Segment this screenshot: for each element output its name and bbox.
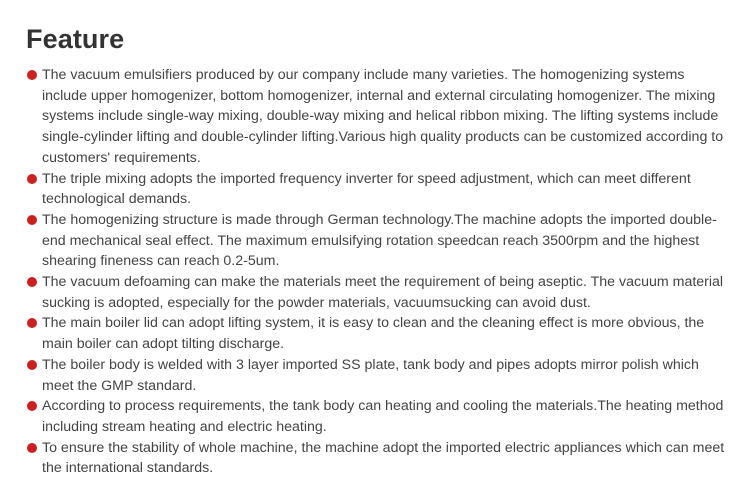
bullet-dot-icon bbox=[27, 443, 37, 453]
feature-text: The homogenizing structure is made through German technology.The machine adopts the imported double-end mechanical seal effect. The maximum emulsifying rotation speedcan reach 3500rpm and the highest shearing fineness can reach 0.2-5um. bbox=[42, 211, 717, 270]
bullet-dot-icon bbox=[27, 318, 37, 328]
feature-text: The triple mixing adopts the imported frequency inverter for speed adjustment, which can meet different technological demands. bbox=[42, 170, 691, 208]
bullet-dot-icon bbox=[27, 174, 37, 184]
feature-item bbox=[26, 65, 726, 169]
feature-text: The vacuum emulsifiers produced by our company include many varieties. The homogenizing systems include upper homogenizer, bottom homogenizer, internal and external circulating homogenizer. The mixing systems include single-way mixing, double-way mixing and helical ribbon mixing. The lifting systems include single-cylinder lifting and double-cylinder lifting.Various high quality products can be customized according to customers' requirements. bbox=[42, 67, 724, 166]
feature-text: According to process requirements, the tank body can heating and cooling the materials.The heating method including stream heating and electric heating. bbox=[42, 398, 724, 435]
feature-text: The main boiler lid can adopt lifting system, it is easy to clean and the cleaning effect is more obvious, the main boiler can adopt tilting discharge. bbox=[42, 315, 705, 353]
bullet-dot-icon bbox=[27, 215, 37, 225]
feature-text: The vacuum defoaming can make the materials meet the requirement of being aseptic. The vacuum material sucking is adopted, especially for the powder materials, vacuumsucking can avoid dust. bbox=[42, 274, 724, 311]
feature-item bbox=[26, 169, 726, 210]
feature-item bbox=[26, 313, 726, 354]
feature-item bbox=[26, 210, 726, 272]
feature-item bbox=[26, 396, 726, 437]
feature-item bbox=[26, 272, 726, 313]
feature-text: The boiler body is welded with 3 layer imported SS plate, tank body and pipes adopts mirror polish which meet the GMP standard. bbox=[42, 356, 699, 394]
feature-list bbox=[26, 65, 726, 479]
bullet-dot-icon bbox=[27, 360, 37, 370]
bullet-dot-icon bbox=[27, 401, 37, 411]
bullet-dot-icon bbox=[27, 277, 37, 287]
feature-text: To ensure the stability of whole machine, the machine adopt the imported electric appliances which can meet the international standards. bbox=[42, 439, 725, 477]
bullet-dot-icon bbox=[27, 70, 37, 80]
feature-item bbox=[26, 438, 726, 479]
feature-item bbox=[26, 355, 726, 396]
section-title: Feature bbox=[26, 24, 125, 54]
